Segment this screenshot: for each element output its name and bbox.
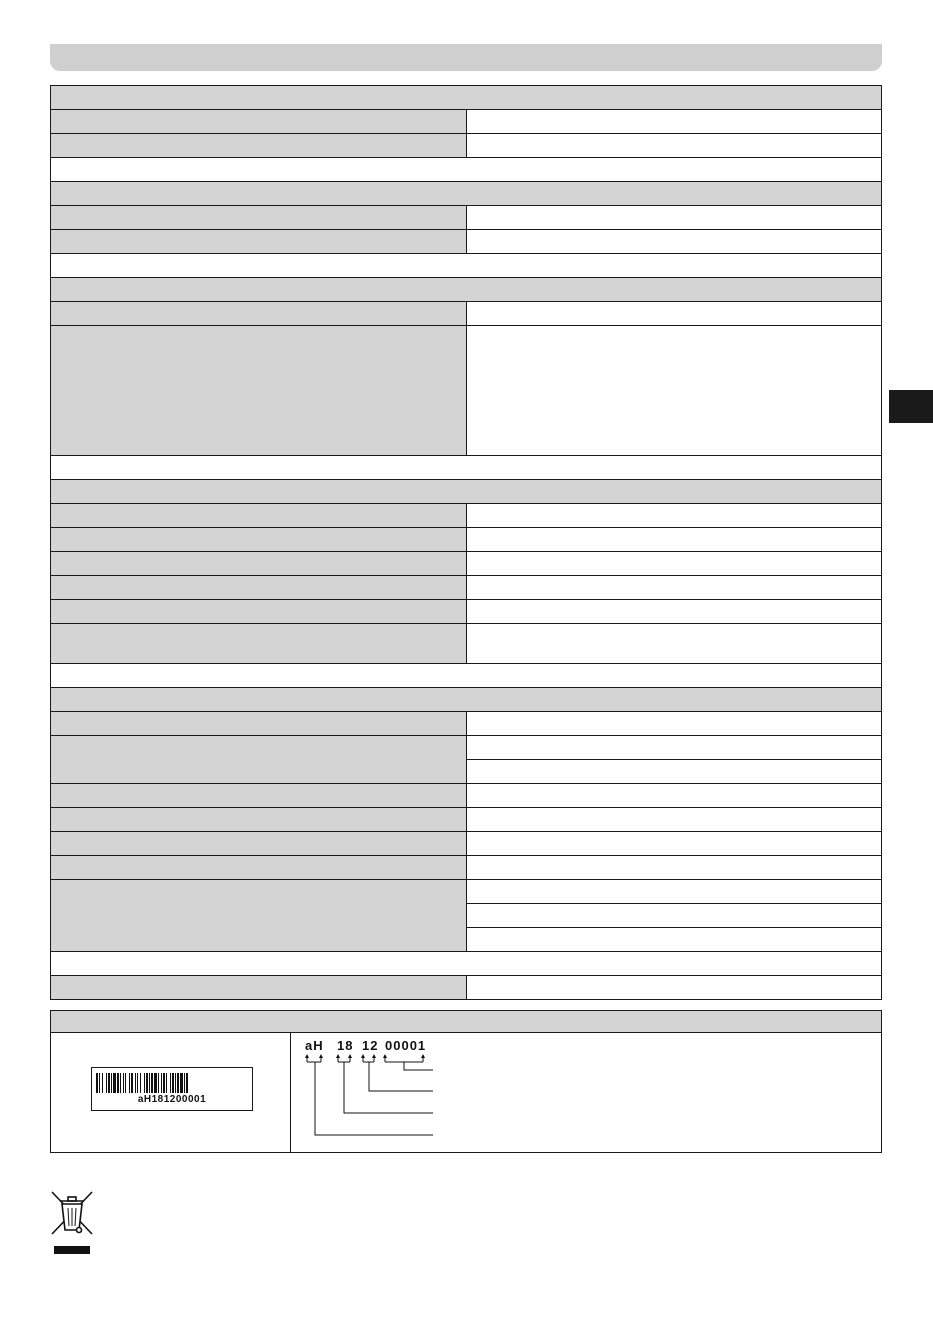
table-row	[51, 880, 882, 904]
table-row	[51, 832, 882, 856]
barcode-label	[91, 1067, 253, 1111]
code-part-prefix: aH	[305, 1038, 324, 1053]
table-row	[51, 712, 882, 736]
section-spacer	[51, 664, 882, 688]
table-row	[51, 326, 882, 456]
table-row	[51, 302, 882, 326]
panel-divider	[290, 1033, 291, 1152]
section-header	[51, 86, 882, 110]
section-header	[51, 480, 882, 504]
table-row	[51, 206, 882, 230]
table-row	[51, 230, 882, 254]
table-row	[51, 576, 882, 600]
table-row	[51, 504, 882, 528]
section-title-bar	[50, 44, 882, 71]
section-spacer	[51, 952, 882, 976]
section-header	[51, 688, 882, 712]
section-spacer	[51, 158, 882, 182]
table-row	[51, 134, 882, 158]
table-row	[51, 624, 882, 664]
side-chapter-tab	[889, 390, 933, 423]
serial-number-panel	[50, 1010, 882, 1153]
table-row	[51, 528, 882, 552]
code-part-sequence: 00001	[385, 1038, 427, 1053]
table-row	[51, 600, 882, 624]
code-arrows-icon	[303, 1038, 443, 1148]
table-row	[51, 110, 882, 134]
specification-table	[50, 85, 882, 1000]
barcode-icon	[96, 1073, 248, 1093]
table-row	[51, 552, 882, 576]
serial-code-diagram	[303, 1038, 443, 1148]
weee-crossed-bin-icon	[50, 1190, 94, 1256]
table-row	[51, 808, 882, 832]
code-part-month: 12	[362, 1038, 379, 1053]
table-row	[51, 856, 882, 880]
barcode-number: aH181200001	[137, 1094, 207, 1105]
table-row	[51, 736, 882, 760]
section-spacer	[51, 456, 882, 480]
code-part-year: 18	[337, 1038, 354, 1053]
serial-panel-header	[51, 1011, 881, 1033]
section-spacer	[51, 254, 882, 278]
table-row	[51, 976, 882, 1000]
table-row	[51, 784, 882, 808]
section-header	[51, 278, 882, 302]
section-header	[51, 182, 882, 206]
